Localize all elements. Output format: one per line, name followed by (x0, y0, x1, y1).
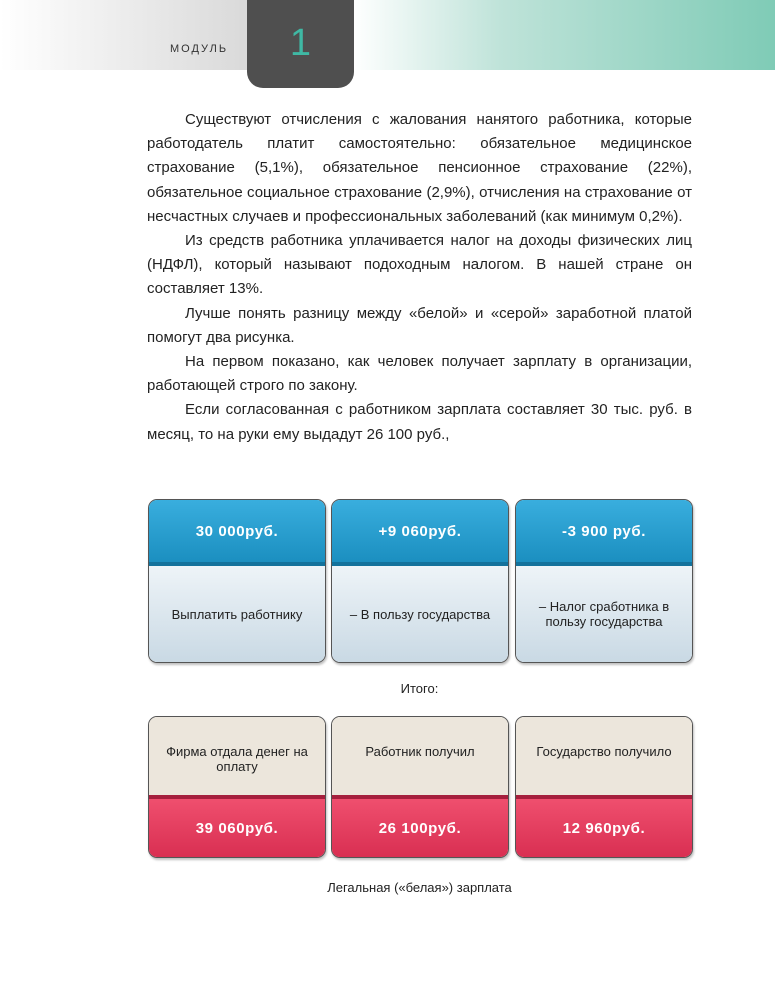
card-income-tax (515, 499, 693, 663)
paragraph: Лучше понять разницу между «белой» и «серой» заработной платой помогут два рисунка. (147, 304, 692, 346)
card-worker-received (331, 716, 509, 858)
card-description: Государство получило (516, 717, 692, 795)
module-number-tab (247, 0, 354, 88)
paragraph: Если согласованная с работником зарплата составляет 30 тыс. руб. в месяц, то на руки ему выдадут 26 100 руб., (147, 401, 692, 443)
card-state-contribution (331, 499, 509, 663)
module-label: МОДУЛЬ (170, 43, 229, 55)
card-amount: 12 960руб. (516, 795, 692, 857)
header-left-band (0, 0, 250, 70)
card-description: – Налог сработника в пользу государства (516, 566, 692, 662)
card-amount: 30 000руб. (149, 500, 325, 566)
card-amount: 26 100руб. (332, 795, 508, 857)
card-company-paid (148, 716, 326, 858)
card-description: Работник получил (332, 717, 508, 795)
paragraph: Существуют отчисления с жалования нанятого работника, которые работодатель платит самостоятельно: обязательное медицинское страхование (5,1%), обязательное пенсионное страхование (22%), обязательное социальное страхование (2,9%), отчисления на страхование от несчастных случаев и профессиональных заболеваний (как минимум 0,2%). (147, 111, 692, 225)
total-label: Итого: (400, 681, 439, 696)
body-text (147, 108, 692, 447)
card-pay-worker (148, 499, 326, 663)
module-number: 1 (289, 22, 312, 64)
card-description: Выплатить работнику (149, 566, 325, 662)
figure-caption: Легальная («белая») зарплата (327, 880, 512, 895)
card-description: Фирма отдала денег на оплату (149, 717, 325, 795)
card-description: – В пользу государства (332, 566, 508, 662)
card-state-received (515, 716, 693, 858)
card-amount: +9 060руб. (332, 500, 508, 566)
paragraph: На первом показано, как человек получает зарплату в организации, работающей строго по закону. (147, 353, 692, 395)
paragraph: Из средств работника уплачивается налог на доходы физических лиц (НДФЛ), который называют подоходным налогом. В нашей стране он составляет 13%. (147, 232, 692, 298)
header-right-band (352, 0, 775, 70)
card-amount: -3 900 руб. (516, 500, 692, 566)
card-amount: 39 060руб. (149, 795, 325, 857)
